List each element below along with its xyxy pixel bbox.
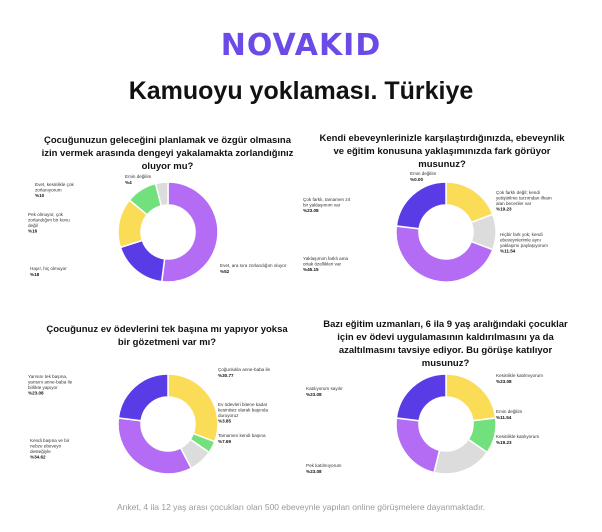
slice-label-2-3: Hiçbir fark yok; kendi ebeveynlerimle aynı yaklaşımı paylaşıyorum %11.54 <box>500 232 548 254</box>
slice-label-4-1: Kesinlikle katılmıyorum %23.08 <box>496 373 543 384</box>
footer-note: Anket, 4 ila 12 yaş arası çocukları olan 500 ebeveynle yapılan online görüşmelere dayanmaktadır. <box>116 502 486 512</box>
slice-label-1-5: Emin değilim %4 <box>125 174 152 185</box>
slice-label-1-3: Pek olmuyor, çok zorlandığım bir konu değil %16 <box>28 212 70 234</box>
slice-value-1-4: %10 <box>35 193 45 199</box>
slice-label-3-2: Ev ödevleri bitene kadar kesintisiz olarak başında duruyoruz %3.85 <box>218 402 269 424</box>
page-title: Kamuoyu yoklaması. Türkiye <box>128 77 474 105</box>
brand-logo: NOVAKID <box>220 28 382 63</box>
slice-value-2-1: %0.00 <box>410 176 424 182</box>
slice-label-4-5: Katılıyorum sayılır %23.08 <box>306 386 343 397</box>
slice-value-4-3: %19.23 <box>496 439 512 445</box>
donut-slice-4-5 <box>396 374 446 421</box>
question-2-donut-chart <box>303 170 573 295</box>
slice-label-4-2: Emin değilim %11.54 <box>496 409 523 420</box>
question-3-donut-chart <box>28 362 295 487</box>
slice-label-4-3: Kesinlikle katılıyorum %19.23 <box>496 434 540 445</box>
slice-value-2-3: %11.54 <box>500 248 516 254</box>
slice-value-4-5: %23.08 <box>306 391 322 397</box>
slice-label-2-4: Yaklaşımım farklı ama ortak özellikleri var %46.15 <box>303 256 349 273</box>
slice-value-3-1: %30.77 <box>218 372 234 378</box>
question-1-donut-chart <box>28 170 295 295</box>
slice-label-4-4: Pek katılmıyorum %23.08 <box>306 463 342 474</box>
slice-value-4-1: %23.08 <box>496 378 512 384</box>
donut-slice-3-1 <box>168 374 218 442</box>
question-2-title: Kendi ebeveynlerinizle karşılaştırdığınızda, ebeveynlik ve eğitim konusuna yaklaşımınızda fark görüyor musunuz? <box>319 133 565 170</box>
slice-label-3-5: Yarısını tek başına, yarısını anne-baba ile birlikte yapıyor %23.08 <box>28 374 73 396</box>
slice-value-1-2: %18 <box>30 271 40 277</box>
slice-value-1-5: %4 <box>125 179 132 185</box>
slice-value-1-1: %52 <box>220 268 230 274</box>
donut-slice-1-2 <box>120 240 164 281</box>
slice-label-1-1: Evet, ara sıra zorlandığım oluyor %52 <box>220 263 287 274</box>
slice-value-2-5: %23.08 <box>303 208 319 214</box>
slice-value-4-2: %11.54 <box>496 414 512 420</box>
slice-label-2-1: Emin değilim %0.00 <box>410 171 437 182</box>
slice-value-2-4: %46.15 <box>303 267 319 273</box>
donut-slice-3-5 <box>118 374 168 421</box>
slice-value-2-2: %19.23 <box>496 206 512 212</box>
slice-label-2-5: Çok farklı, tamamen zıt bir yaklaşımım var %23.08 <box>303 197 351 214</box>
donut-slice-1-1 <box>162 182 218 282</box>
slice-value-3-4: %34.62 <box>30 454 46 460</box>
question-4-donut-chart <box>306 362 573 487</box>
slice-value-3-3: %7.69 <box>218 438 232 444</box>
question-4-title: Bazı eğitim uzmanları, 6 ila 9 yaş aralığındaki çocuklar için ev ödevi uygulamasının kaldırılmasını ya da azaltılmasını tavsiye ediyor. Bu görüşe katılıyor musunuz? <box>323 319 568 369</box>
slice-value-3-5: %23.08 <box>28 390 44 396</box>
question-3-title: Çocuğunuz ev ödevlerini tek başına mı yapıyor yoksa bir gözetmeni var mı? <box>46 324 288 348</box>
slice-value-1-3: %16 <box>28 228 38 234</box>
slice-value-3-2: %3.85 <box>218 418 232 424</box>
donut-slice-4-1 <box>446 374 496 421</box>
slice-label-3-1: Çoğunlukla anne-baba ile %30.77 <box>218 367 271 378</box>
donut-slice-3-4 <box>118 418 191 474</box>
question-1-title: Çocuğunuzun geleceğini planlamak ve özgür olmasına izin vermek arasında dengeyi yakalamakta zorlandığınız oluyor mu? <box>41 135 294 172</box>
slice-label-3-3: Tamamen kendi başına %7.69 <box>218 433 266 444</box>
slice-label-2-2: Çok farklı değil; kendi yetiştirilme tarzımdan ilham alan beceriler var %19.23 <box>496 190 552 212</box>
slice-label-1-2: Hayır, hiç olmuyor %18 <box>30 266 67 277</box>
donut-slice-2-5 <box>396 182 446 229</box>
slice-value-4-4: %23.08 <box>306 468 322 474</box>
slice-label-1-4: Evet, kesinlikle çok zorlanıyorum %10 <box>35 182 74 199</box>
slice-label-3-4: Kendi başına ve bir nebze ebeveyn desteğiyle %34.62 <box>30 438 70 460</box>
donut-slice-4-4 <box>396 418 440 473</box>
